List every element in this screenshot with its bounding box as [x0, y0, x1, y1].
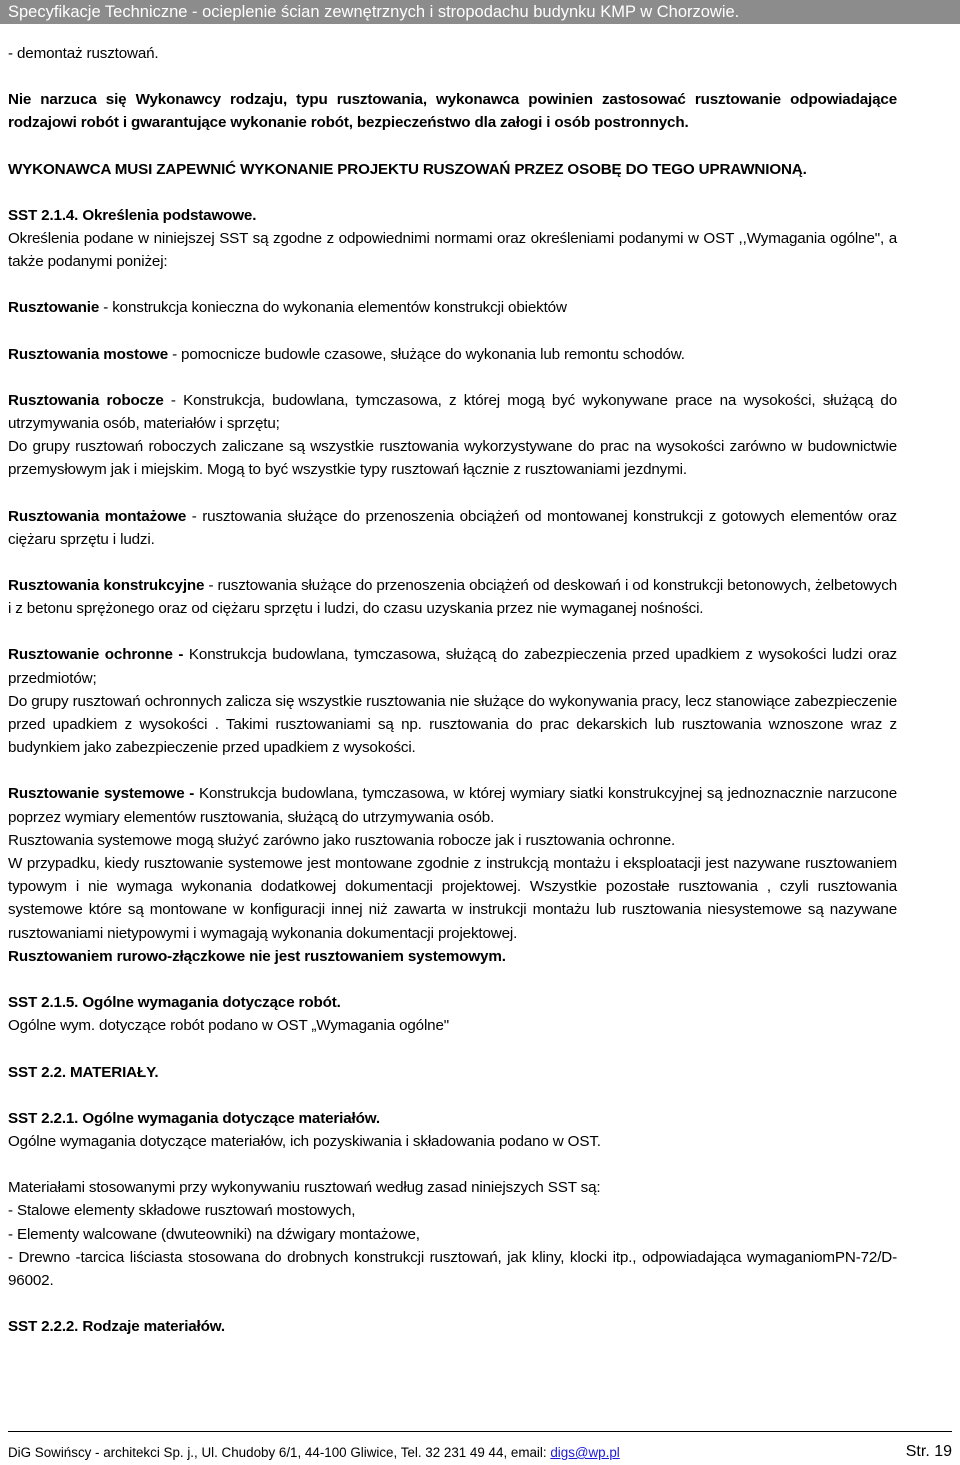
section-heading-2-2-2: SST 2.2.2. Rodzaje materiałów.: [8, 1318, 225, 1336]
paragraph-wykonawca-projekt: WYKONAWCA MUSI ZAPEWNIĆ WYKONANIE PROJEKTU RUSZOWAŃ PRZEZ OSOBĘ DO TEGO UPRAWNIONĄ.: [8, 160, 807, 178]
list-item-elementy-walcowane: - Elementy walcowane (dwuteowniki) na dźwigary montażowe,: [8, 1225, 420, 1243]
footer-email-link[interactable]: digs@wp.pl: [550, 1445, 620, 1460]
paragraph-systemowe-typowe: W przypadku, kiedy rusztowanie systemowe jest montowane zgodnie z instrukcją montażu i eksploatacji jest nazywane rusztowaniem typowym i nie wymaga wykonania dodatkowej dokumentacji projektowej. Wszystkie pozostałe rusztowania , czyli rusztowania systemowe które są montowane w konfiguracji innej niż zawarta w instrukcji montażu lub rusztowania niesystemowe są nazywane rusztowaniami nietypowymi i wymagają wykonania dokumentacji projektowej.: [8, 855, 897, 942]
definition-rusztowania-konstrukcyjne: Rusztowania konstrukcyjne - rusztowania służące do przenoszenia obciążeń od deskowań i od konstrukcji betonowych, żelbetowych i z betonu sprężonego oraz od ciężaru sprzętu i ludzi, do czasu uzyskania przez nie wymaganej nośności.: [8, 577, 897, 618]
document-header: [0, 0, 960, 24]
definition-rusztowanie: Rusztowanie - konstrukcja konieczna do wykonania elementów konstrukcji obiektów: [8, 299, 567, 317]
section-heading-2-2: SST 2.2. MATERIAŁY.: [8, 1063, 159, 1081]
footer-address: DiG Sowińscy - architekci Sp. j., Ul. Chudoby 6/1, 44-100 Gliwice, Tel. 32 231 49 44, email:: [8, 1445, 551, 1460]
header-title: Specyfikacje Techniczne - ocieplenie ścian zewnętrznych i stropodachu budynku KMP w Chorzowie.: [8, 3, 740, 21]
list-item-stalowe-elementy: - Stalowe elementy składowe rusztowań mostowych,: [8, 1202, 356, 1220]
paragraph-ogolne-wymagania-robot: Ogólne wym. dotyczące robót podano w OST „Wymagania ogólne": [8, 1017, 450, 1035]
paragraph-robocze-grupa: Do grupy rusztowań roboczych zaliczane są wszystkie rusztowania wykorzystywane do prac na wysokości zarówno w budownictwie przemysłowym jak i miejskim. Mogą to być wszystkie typy rusztowań łącznie z rusztowaniami jezdnymi.: [8, 438, 897, 479]
paragraph-rurowo-zlaczkowe: Rusztowaniem rurowo-złączkowe nie jest rusztowaniem systemowym.: [8, 947, 506, 965]
paragraph-ochronne-grupa: Do grupy rusztowań ochronnych zalicza się wszystkie rusztowania nie służące do wykonywania pracy, lecz stanowiące zabezpieczenie przed upadkiem z wysokości . Takimi rusztowaniami są np. rusztowania do prac dekarskich lub rusztowania wznoszone wraz z budynkiem jako zabezpieczenie przed upadkiem z wysokości.: [8, 692, 897, 757]
definition-rusztowania-robocze: Rusztowania robocze - Konstrukcja, budowlana, tymczasowa, z której mogą być wykonywane prace na wysokości, służącą do utrzymywania osób, materiałów i sprzętu;: [8, 391, 898, 433]
definition-rusztowania-montazowe: Rusztowania montażowe - rusztowania służące do przenoszenia obciążeń od montowanej konstrukcji z gotowych elementów oraz ciężaru sprzętu i ludzi.: [8, 507, 897, 548]
paragraph-rodzaj-rusztowania: Nie narzuca się Wykonawcy rodzaju, typu rusztowania, wykonawca powinien zastosować rusztowanie odpowiadające rodzajowi robót i gwarantujące wykonanie robót, bezpieczeństwo dla załogi i osób postronnych.: [8, 91, 897, 132]
list-item-drewno: - Drewno -tarcica liściasta stosowana do drobnych konstrukcji rusztowań, jak kliny, klocki itp., odpowiadająca wymaganiomPN-72/D-96002.: [8, 1248, 897, 1289]
paragraph-ogolne-wymagania-materialow: Ogólne wymagania dotyczące materiałów, ich pozyskiwania i składowania podano w OST.: [8, 1132, 601, 1150]
paragraph-materialy-intro: Materiałami stosowanymi przy wykonywaniu rusztowań według zasad niniejszych SST są:: [8, 1179, 601, 1197]
section-heading-2-1-5: SST 2.1.5. Ogólne wymagania dotyczące robót.: [8, 994, 341, 1012]
page-number: Str. 19: [905, 1443, 952, 1460]
paragraph-okreslenia: Określenia podane w niniejszej SST są zgodne z odpowiednimi normami oraz określeniami podanymi w OST ,,Wymagania ogólne", a także podanymi poniżej:: [8, 230, 897, 271]
document-footer: [8, 1443, 952, 1465]
definition-rusztowanie-ochronne: Rusztowanie ochronne - Konstrukcja budowlana, tymczasowa, służącą do zabezpieczenia przed upadkiem z wysokości ludzi oraz przedmiotów;: [8, 646, 897, 687]
document-body: [8, 42, 897, 1338]
paragraph-systemowe-zastosowanie: Rusztowania systemowe mogą służyć zarówno jako rusztowania robocze jak i rusztowania ochronne.: [8, 831, 676, 849]
definition-rusztowanie-systemowe: Rusztowanie systemowe - Konstrukcja budowlana, tymczasowa, w której wymiary siatki konstrukcyjnej są jednoznacznie narzucone poprzez wymiary elementów rusztowania, służącą do utrzymywania osób.: [8, 785, 897, 826]
section-heading-2-2-1: SST 2.2.1. Ogólne wymagania dotyczące materiałów.: [8, 1109, 380, 1127]
footer-divider: [8, 1431, 952, 1432]
definition-rusztowania-mostowe: Rusztowania mostowe - pomocnicze budowle czasowe, służące do wykonania lub remontu schodów.: [8, 345, 685, 363]
section-heading-2-1-4: SST 2.1.4. Określenia podstawowe.: [8, 206, 257, 224]
paragraph-demontaz: - demontaż rusztowań.: [8, 45, 159, 62]
